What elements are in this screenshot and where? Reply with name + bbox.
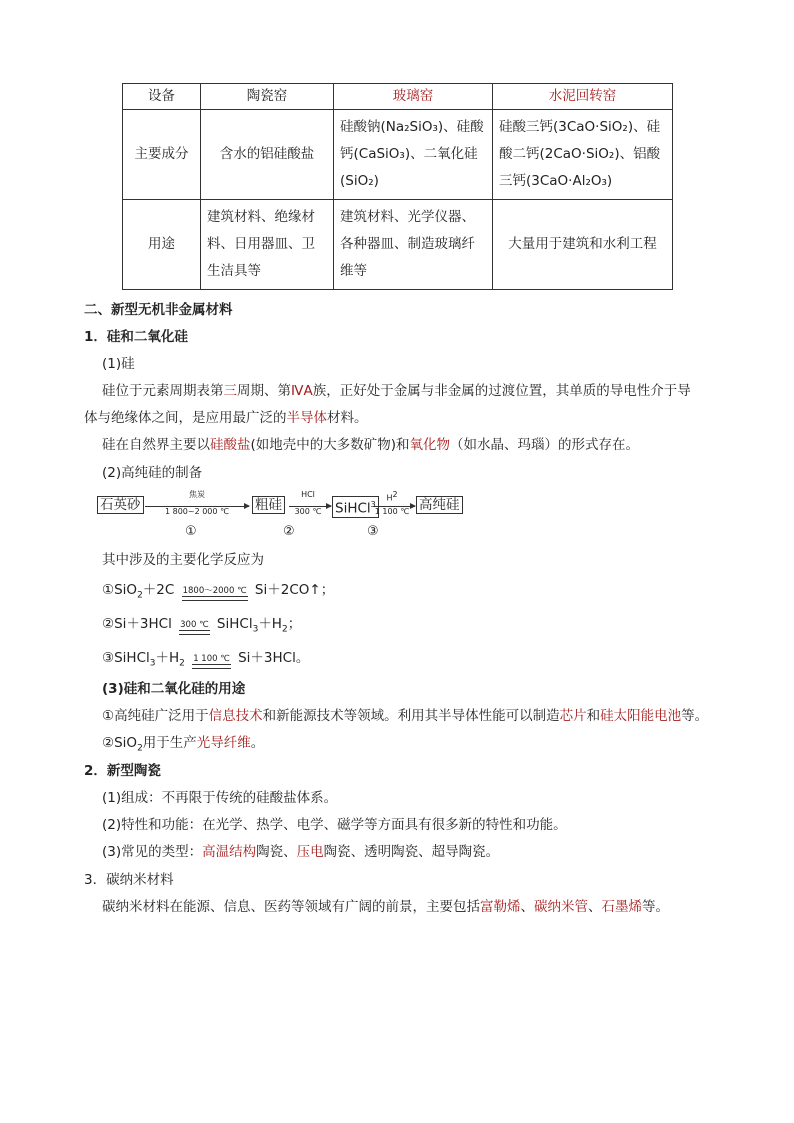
header-ceramic-kiln: 陶瓷窑 xyxy=(201,84,334,110)
flow-cond-1-top: 焦炭 xyxy=(189,490,205,499)
flow-box-sihcl3: SiHCl$^3$ xyxy=(332,496,379,518)
cell-cement-components: 硅酸三钙(3CaO·SiO₂)、硅酸二钙(2CaO·SiO₂)、铝酸三钙(3CaO·Al₂O₃) xyxy=(493,110,673,200)
cell-ceramic-components: 含水的铝硅酸盐 xyxy=(201,110,334,200)
flow-cond-1-bottom: 1 800~2 000 ℃ xyxy=(164,507,230,516)
equation-3-condition: 1 100 ℃ xyxy=(192,654,231,674)
cell-glass-uses: 建筑材料、光学仪器、各种器皿、制造玻璃纤维等 xyxy=(334,200,493,290)
flow-step-3: ③ xyxy=(367,524,379,539)
cell-cement-uses: 大量用于建筑和水利工程 xyxy=(493,200,673,290)
table-row xyxy=(123,200,673,290)
flow-box-quartz: 石英砂 xyxy=(97,496,144,514)
para-silicon-nature: 硅在自然界主要以硅酸盐(如地壳中的大多数矿物)和氧化物（如水晶、玛瑙）的形式存在。 xyxy=(102,437,640,453)
flow-box-crude-silicon: 粗硅 xyxy=(252,496,285,514)
flow-step-1: ① xyxy=(185,524,197,539)
para-ceramics-types: (3)常见的类型：高温结构陶瓷、压电陶瓷、透明陶瓷、超导陶瓷。 xyxy=(102,844,500,860)
equation-3: $③SiHCl_3+H_2$ 1 100 ℃ Si＋3HCl。 xyxy=(102,648,309,674)
section-title: 二、新型无机非金属材料 xyxy=(84,302,233,318)
para-carbon-nano: 碳纳米材料在能源、信息、医药等领域有广阔的前景，主要包括富勒烯、碳纳米管、石墨烯等。 xyxy=(102,899,669,915)
cell-ceramic-uses: 建筑材料、绝缘材料、日用器皿、卫生洁具等 xyxy=(201,200,334,290)
equation-1-condition: 1800～2000 ℃ xyxy=(182,586,248,606)
table-header-row xyxy=(123,84,673,110)
row-label-components: 主要成分 xyxy=(123,110,201,200)
para-silicon-position-cont: 体与绝缘体之间，是应用最广泛的半导体材料。 xyxy=(84,410,368,426)
materials-table xyxy=(122,83,673,290)
header-glass-kiln: 玻璃窑 xyxy=(334,84,493,110)
para-uses-sio2: ②SiO$_2$用于生产光导纤维。 xyxy=(102,735,265,754)
subsection-title-carbon-nano: 3．碳纳米材料 xyxy=(84,872,174,888)
para-head-silicon: (1)硅 xyxy=(102,356,135,372)
equation-1: ①SiO$_2$＋2C 1800～2000 ℃ Si＋2CO↑； xyxy=(102,580,334,606)
subsection-title-ceramics: 2．新型陶瓷 xyxy=(84,763,161,779)
para-uses-silicon: ①高纯硅广泛用于信息技术和新能源技术等领域。利用其半导体性能可以制造芯片和硅太阳能电池等。 xyxy=(102,708,709,724)
preparation-flow-diagram xyxy=(97,490,497,540)
flow-cond-3-bottom: 1 100 ℃ xyxy=(374,507,410,516)
flow-cond-2-bottom: 300 ℃ xyxy=(294,507,322,516)
equation-2: ②Si＋3HCl 300 ℃ $SiHCl_3+H_2$； xyxy=(102,614,301,640)
flow-cond-3-top: $H^2$ xyxy=(386,490,398,503)
header-equipment: 设备 xyxy=(123,84,201,110)
cell-glass-components: 硅酸钠(Na₂SiO₃)、硅酸钙(CaSiO₃)、二氧化硅(SiO₂) xyxy=(334,110,493,200)
flow-step-2: ② xyxy=(283,524,295,539)
para-ceramics-properties: (2)特性和功能：在光学、热学、电学、磁学等方面具有很多新的特性和功能。 xyxy=(102,817,567,833)
para-head-uses: (3)硅和二氧化硅的用途 xyxy=(102,681,246,697)
equation-2-condition: 300 ℃ xyxy=(179,620,209,640)
flow-box-pure-silicon: 高纯硅 xyxy=(416,496,463,514)
para-head-preparation: (2)高纯硅的制备 xyxy=(102,465,203,481)
flow-cond-2-top: HCl xyxy=(301,490,315,499)
row-label-uses: 用途 xyxy=(123,200,201,290)
table-row xyxy=(123,110,673,200)
equations-intro: 其中涉及的主要化学反应为 xyxy=(102,552,264,568)
header-cement-kiln: 水泥回转窑 xyxy=(493,84,673,110)
para-ceramics-composition: (1)组成：不再限于传统的硅酸盐体系。 xyxy=(102,790,338,806)
subsection-title-silicon: 1．硅和二氧化硅 xyxy=(84,329,188,345)
para-silicon-position: 硅位于元素周期表第三周期、第ⅣA族，正好处于金属与非金属的过渡位置，其单质的导电性介于导 xyxy=(102,383,691,399)
